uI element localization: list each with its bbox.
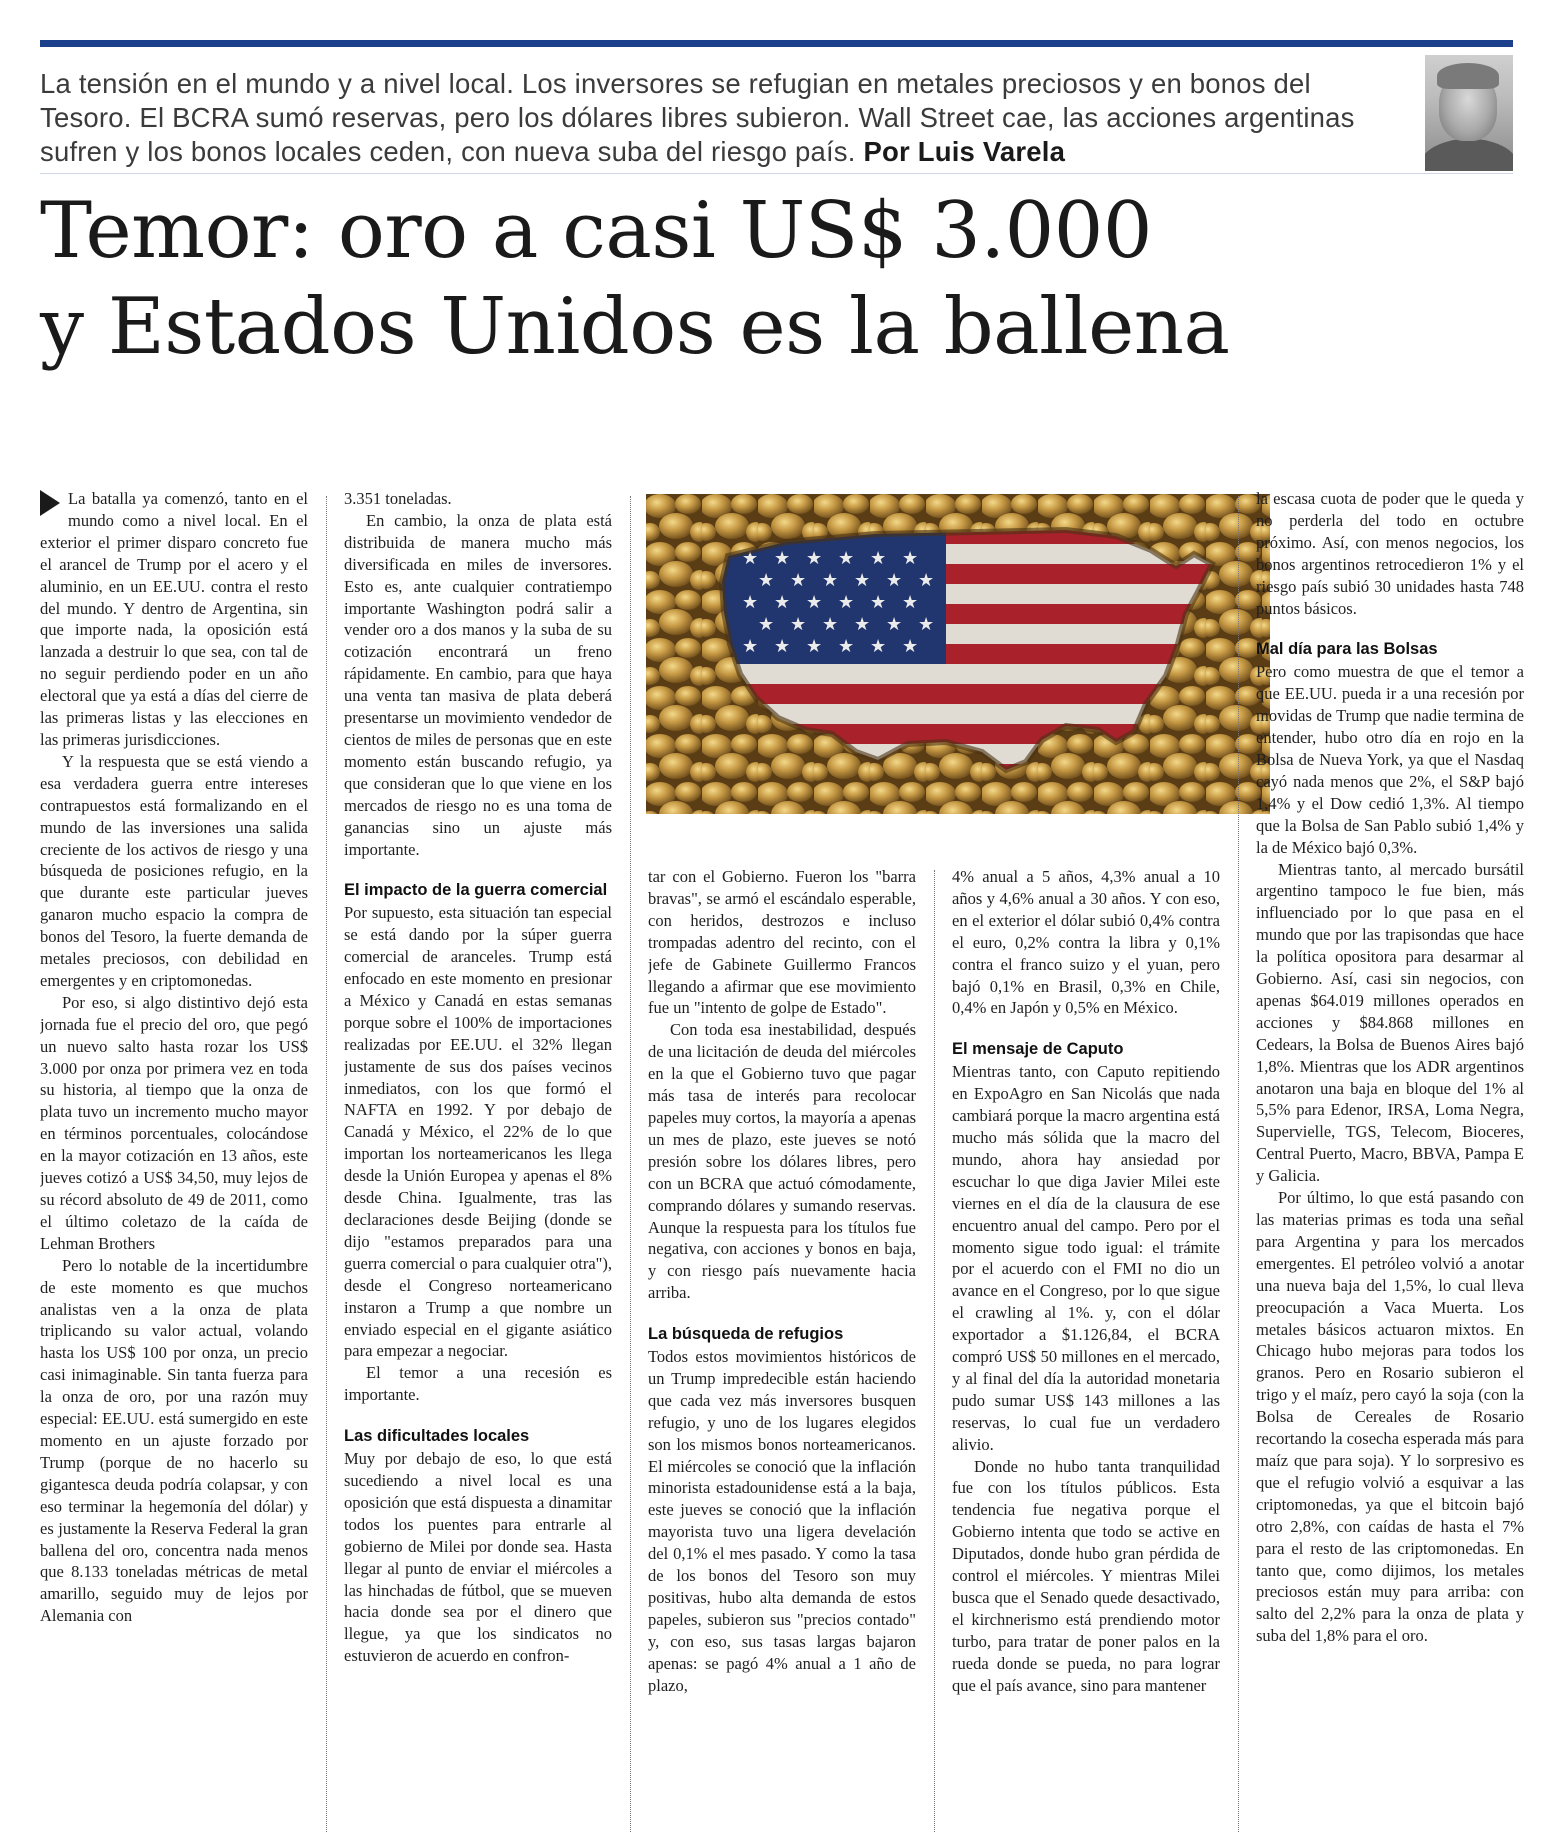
column-divider — [630, 496, 631, 1832]
author-photo-hair — [1437, 63, 1499, 89]
image-svg — [646, 494, 1270, 814]
lead-paragraph — [40, 488, 308, 751]
author-photo-shoulders — [1425, 139, 1513, 171]
column-3 — [648, 866, 916, 1833]
paragraph: Por eso, si algo distintivo dejó esta jornada fue el precio del oro, que pegó un nuevo salto hasta rozar los US$ 3.000 por onza por primera vez en toda su historia, al tiempo que la onza de plata tuvo un incremento mucho mayor en términos porcentuales, colocándose en la mayor cotización en 13 años, este jueves cotizó a US$ 34,50, muy lejos de su récord absoluto de 49 de 2011, como el último coletazo de la caída de Lehman Brothers — [40, 992, 308, 1253]
lead-arrow-icon — [40, 490, 60, 516]
paragraph: Con toda esa inestabilidad, después de una licitación de deuda del miércoles en la que el Gobierno tuvo que pagar más tasa de interés para recolocar papeles muy cortos, la mayoría a apenas un mes de plazo, este jueves se notó presión sobre los dólares libres, pero con un BCRA que actuó cómodamente, comprando dólares y sumando reservas. Aunque la respuesta para los títulos fue negativa, con acciones y bonos en baja, y con riesgo país nuevamente hacia arriba. — [648, 1020, 916, 1303]
paragraph: 3.351 toneladas. — [344, 489, 452, 508]
paragraph: El temor a una recesión es importante. — [344, 1363, 612, 1405]
paragraph: Pero lo notable de la incertidumbre de este momento es que muchos analistas ven a la onza de plata triplicando su valor actual, volando hasta los US$ 100 por onza, un precio casi inimaginable. Sin tanta fuerza para la onza de oro, por una razón muy especial: EE.UU. está sumergido en este momento en un ajuste forzado por Trump (porque de no hacerlo su gigantesca deuda podría colapsar, y con eso terminar la hegemonía del dólar) y es justamente la Reserva Federal la gran ballena del oro, concentra nada menos que 8.133 toneladas métricas de metal amarillo, seguido muy de lejos por Alemania con — [40, 1255, 308, 1626]
paragraph: Por último, lo que está pasando con las materias primas es toda una señal para Argentina y para los mercados emergentes. El petróleo volvió a anotar una nueva baja del 1,5%, lo cual lleva preocupación a Vaca Muerta. Los metales básicos actuaron mixtos. En Chicago hubo mejoras para todos los granos. Pero en Rosario subieron el trigo y el maíz, pero cayó la soja (con la Bolsa de Cereales de Rosario recortando la cosecha esperada más para maíz que para soja). Y lo sorpresivo es que el refugio volvió a esquivar a las criptomonedas, ya que el bitcoin bajó otro 2,8%, con caídas de hasta el 7% para el resto de las criptomonedas. En tanto que, como dijimos, los metales preciosos están muy para arriba: con salto del 2,2% para la onza de plata y suba del 1,8% para el oro. — [1256, 1188, 1524, 1646]
column-divider — [934, 870, 935, 1832]
author-photo — [1425, 55, 1513, 171]
paragraph: Mientras tanto, al mercado bursátil argentino tampoco le fue bien, más influenciado por lo que pasa en el mundo que por las trapisondas que hace la política opositora para desarmar al Gobierno. Así, casi sin negocios, con apenas $64.019 millones operados en acciones y $84.868 millones en Cedears, la Bolsa de Buenos Aires bajó 1,8%. Mientras que los ADR argentinos anotaron una baja en bloque del 1% al 5,5% para Edenor, IRSA, Loma Negra, Supervielle, TGS, Telecom, Bioceres, Central Puerto, Macro, BBVA, Pampa E y Galicia. — [1256, 859, 1524, 1186]
subhead-mal-dia-bolsas: Mal día para las Bolsas — [1256, 640, 1438, 659]
intro-text: La tensión en el mundo y a nivel local. Los inversores se refugian en metales preciosos y en bonos del Tesoro. El BCRA sumó reservas, pero los dólares libres subieron. Wall Street cae, las acciones argentinas sufren y los bonos locales ceden, con nueva suba del riesgo país. — [40, 68, 1355, 167]
lead-paragraph-text: La batalla ya comenzó, tanto en el mundo como a nivel local. En el exterior el primer disparo concreto fue el arancel de Trump por el acero y el aluminio, en un EE.UU. contra el resto del mundo. Y dentro de Argentina, sin que importe nada, la oposición está lanzada a destruir lo que sea, con tal de no seguir perdiendo poder en un año electoral que ya está a días del cierre de las primeras listas y las elecciones en las primeras jurisdicciones. — [40, 489, 308, 749]
headline-line-2: y Estados Unidos es la ballena — [40, 282, 1230, 372]
intro-deck — [40, 67, 1405, 169]
column-divider — [1238, 496, 1239, 1832]
column-2 — [344, 488, 612, 1833]
paragraph: En cambio, la onza de plata está distribuida de manera mucho más diversificada en miles de inversores. Esto es, ante cualquier contratiempo importante Washington podrá salir a vender oro a dos manos y la suba de su cotización encontrará un freno rápidamente. En cambio, para que haya una venta tan masiva de plata deberá presentarse un movimiento vendedor de cientos de miles de personas que en este momento están buscando refugio, ya que consideran que lo que viene en los mercados de riesgo no es una toma de ganancias sino un ajuste más importante. — [344, 510, 612, 859]
headline-line-1: Temor: oro a casi US$ 3.000 — [40, 186, 1153, 276]
top-accent-bar — [40, 40, 1513, 47]
paragraph: Todos estos movimientos históricos de un Trump impredecible están haciendo que cada vez más inversores busquen refugio, y uno de los lugares elegidos son los mismos bonos norteamericanos. El miércoles se conoció que la inflación minorista estadounidense está a la baja, este jueves se conoció que la inflación mayorista tuvo una ligera develación del 0,1% el mes pasado. Y como la tasa de los bonos del Tesoro son muy positivas, hubo alta demanda de estos papeles, subieron sus "precios contado" y, con eso, sus tasas largas bajaron apenas: se pagó 4% anual a 1 año de plazo, — [648, 1347, 916, 1695]
paragraph: tar con el Gobierno. Fueron los "barra bravas", se armó el escándalo esperable, con heridos, destrozos e incluso trompadas adentro del recinto, con el jefe de Gabinete Guillermo Francos llegando a afirmar que ese movimiento fue un "intento de golpe de Estado". — [648, 867, 916, 1018]
paragraph: Pero como muestra de que el temor a que EE.UU. pueda ir a una recesión por movidas de Trump que nadie termina de entender, hubo otro día en rojo en la Bolsa de Nueva York, ya que el Nasdaq cayó nada menos que 2%, el S&P bajó 1,4% y el Dow cedió 1,3%. Al tiempo que la Bolsa de San Pablo subió 1,4% y la de México bajó 0,3%. — [1256, 662, 1524, 857]
intro-box — [40, 47, 1513, 174]
subhead-guerra-comercial: El impacto de la guerra comercial — [344, 881, 608, 900]
column-5 — [1256, 488, 1524, 1833]
paragraph: Muy por debajo de eso, lo que está sucediendo a nivel local es una oposición que está dispuesta a dinamitar todos los puentes para entrarle al gobierno de Milei por donde sea. Hasta llegar al punto de enviar el miércoles a las hinchadas de fútbol, que se mueven hacia donde sea por el dinero que llegue, ya que los sindicatos no estuvieron de acuerdo en confron- — [344, 1449, 612, 1666]
paragraph: 4% anual a 5 años, 4,3% anual a 10 años y 4,6% anual a 30 años. Y con eso, en el exterior el dólar subió 0,4% contra el euro, 0,2% contra la libra y 0,1% contra el franco suizo y el yuan, pero bajó 0,1% en Brasil, 0,3% en Chile, 0,4% en Japón y 0,5% en México. — [952, 867, 1220, 1018]
subhead-dificultades-locales: Las dificultades locales — [344, 1427, 530, 1446]
column-divider — [326, 496, 327, 1832]
subhead-busqueda-refugios: La búsqueda de refugios — [648, 1325, 844, 1344]
usa-flag-gold-nuggets-image — [646, 494, 1270, 814]
headline — [40, 183, 1520, 375]
byline: Por Luis Varela — [863, 136, 1066, 167]
paragraph: Por supuesto, esta situación tan especial se está dando por la súper guerra comercial de aranceles. Trump está enfocado en este momento en presionar a México y Canadá en estas semanas porque sobre el 100% de importaciones realizadas por EE.UU. el 32% llegan justamente de sus dos países vecinos inmediatos, con los que formó el NAFTA en 1992. Y por debajo de Canadá y México, el 22% de lo que importan los norteamericanos les llega desde la Unión Europea y apenas el 8% desde China. Igualmente, tras las declaraciones desde Beijing (donde se dijo "estamos preparados para una guerra comercial o para cualquier otra"), desde el Congreso norteamericano instaron a Trump a que nombre un enviado especial en el gigante asiático para empezar a negociar. — [344, 903, 612, 1361]
subhead-mensaje-caputo: El mensaje de Caputo — [952, 1040, 1124, 1059]
column-1 — [40, 488, 308, 1833]
paragraph: Mientras tanto, con Caputo repitiendo en ExpoAgro en San Nicolás que nada cambiará porque la macro argentina está mucho más sólida que la macro del mundo, ahora hay ansiedad por escuchar lo que diga Javier Milei este viernes en el día de la clausura de ese encuentro anual del campo. Pero por el momento sigue todo igual: el trámite por el acuerdo con el FMI no dio un avance en el Congreso, por lo que sigue el crawling al 1%. y, con el dólar exportador a $1.126,84, el BCRA compró US$ 50 millones en el mercado, y al final del día la autoridad monetaria pudo sumar US$ 143 millones a las reservas, lo cual fue un verdadero alivio. — [952, 1062, 1220, 1454]
column-4 — [952, 866, 1220, 1833]
paragraph: la escasa cuota de poder que le queda y no perderla del todo en octubre próximo. Así, con menos negocios, los bonos argentinos retrocedieron 1% y el riesgo país subió 30 unidades hasta 748 puntos básicos. — [1256, 489, 1524, 618]
paragraph: Donde no hubo tanta tranquilidad fue con los títulos públicos. Esta tendencia fue negativa porque el Gobierno intenta que todo se active en Diputados, donde hubo gran pérdida de control el miércoles. Y mientras Milei busca que el Senado quede desactivado, el kirchnerismo está prendiendo motor turbo, para tratar de poner palos en la rueda donde se pueda, no para lograr que el país avance, sino para mantener — [952, 1456, 1220, 1695]
paragraph: Y la respuesta que se está viendo a esa verdadera guerra entre intereses contrapuestos está formalizando en el mundo de las inversiones una salida creciente de los activos de riesgo y una búsqueda de posiciones refugio, en la que durante este particular jueves ganaron mucho espacio la compra de bonos del Tesoro, la fuerte demanda de metales preciosos, con debilidad en emergentes y en criptomonedas. — [40, 751, 308, 990]
